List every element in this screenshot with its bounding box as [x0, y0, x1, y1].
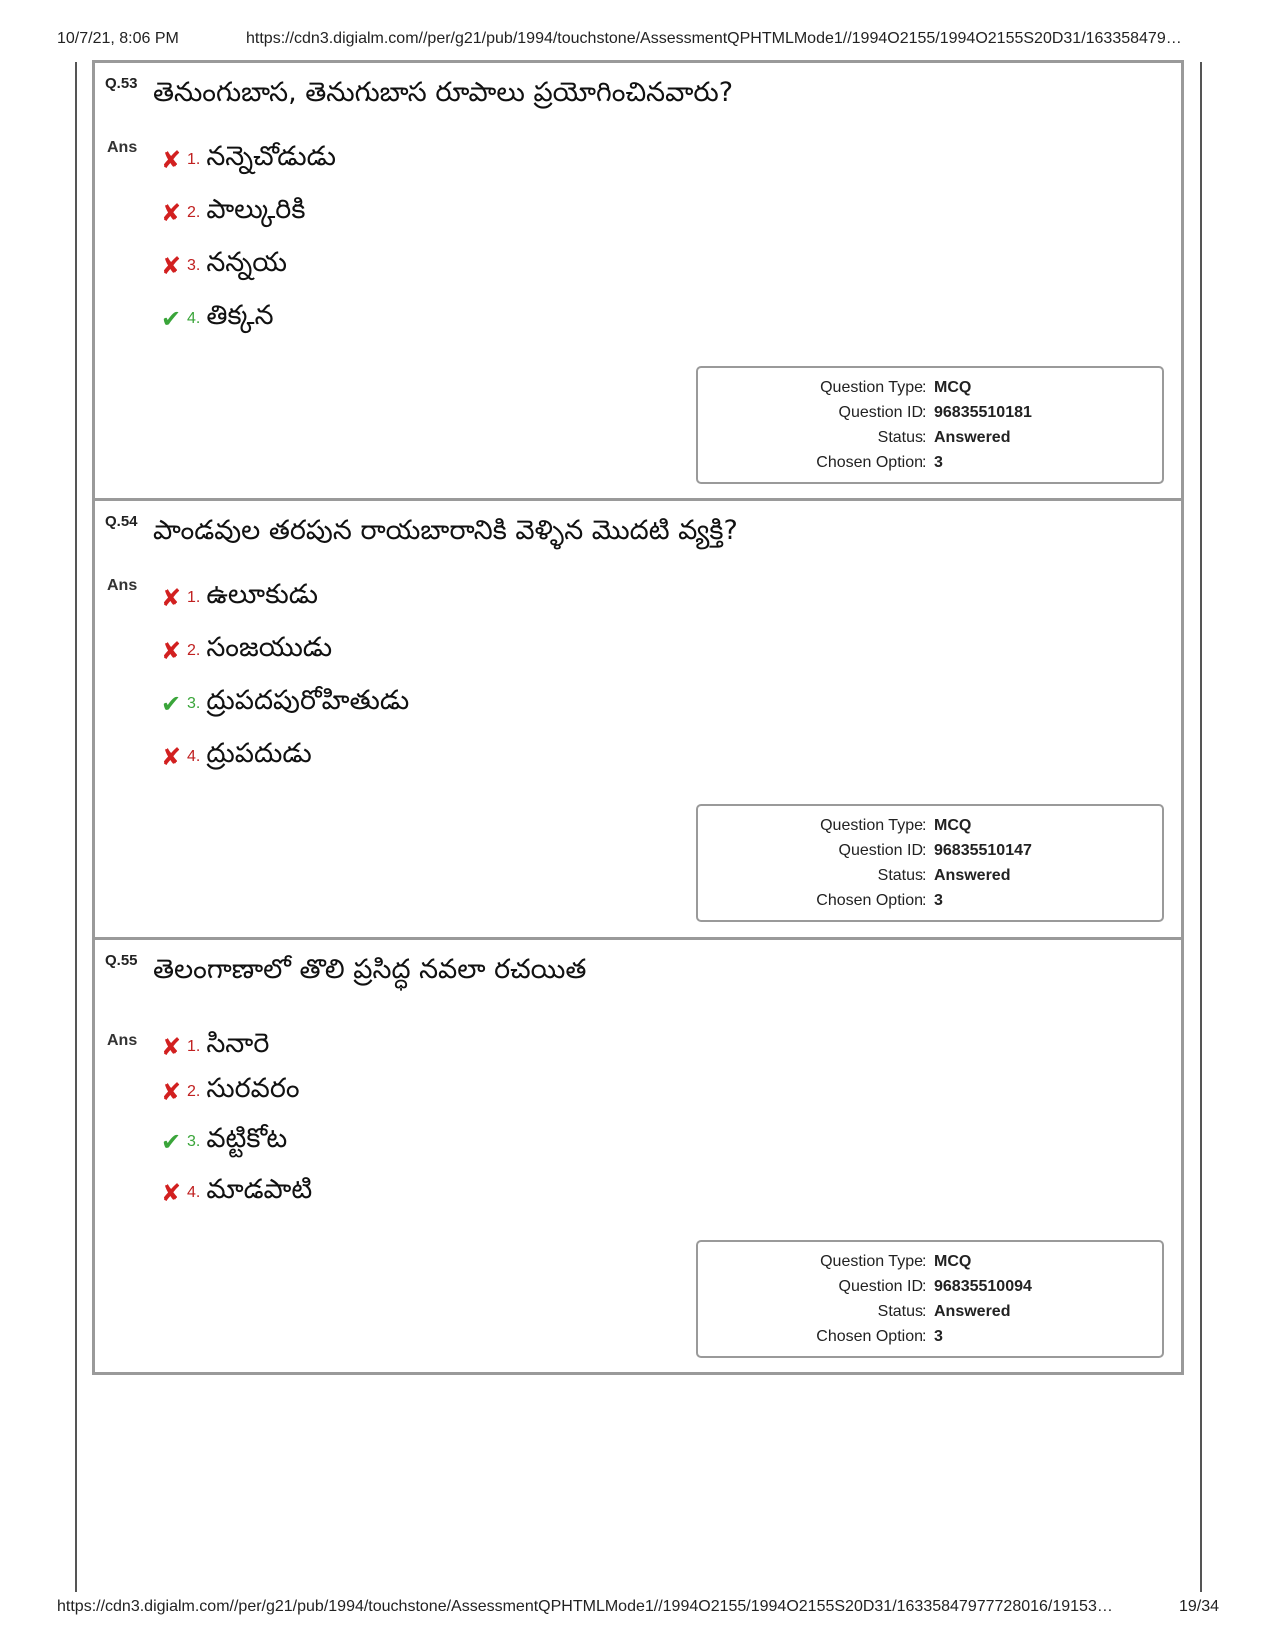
option-3	[161, 247, 287, 287]
chosen-option-label: Chosen Option	[816, 892, 923, 909]
question-text: తెనుంగుబాస, తెనుగుబాస రూపాలు ప్రయోగించినవారు?	[153, 77, 734, 108]
status-label: Status	[877, 1303, 923, 1320]
print-datetime: 10/7/21, 8:06 PM	[57, 30, 179, 47]
page-frame-right	[1200, 62, 1202, 1592]
question-id-value: 96835510147	[934, 842, 1032, 859]
option-1	[161, 579, 318, 619]
colon: :	[922, 404, 927, 421]
option-number: 4.	[187, 1184, 201, 1201]
colon: :	[922, 429, 927, 446]
status-value: Answered	[934, 867, 1011, 884]
question-type-value: MCQ	[934, 379, 972, 396]
option-text: సంజయుడు	[206, 632, 333, 663]
option-2	[161, 1073, 300, 1113]
ans-label: Ans	[107, 577, 138, 594]
option-text: సురవరం	[206, 1073, 300, 1104]
option-number: 1.	[187, 589, 201, 606]
chosen-option-value: 3	[934, 1328, 943, 1345]
colon: :	[922, 842, 927, 859]
option-number: 4.	[187, 748, 201, 765]
option-2	[161, 632, 332, 672]
ans-label: Ans	[107, 1032, 138, 1049]
question-id-value: 96835510181	[934, 404, 1032, 421]
page-number: 19/34	[1179, 1598, 1220, 1615]
check-icon: ✔	[161, 1128, 182, 1156]
question-type-label: Question Type	[820, 1253, 923, 1270]
chosen-option-label: Chosen Option	[816, 1328, 923, 1345]
colon: :	[922, 1328, 927, 1345]
option-text: నన్నెచోడుడు	[206, 141, 336, 172]
question-number: Q.53	[105, 75, 138, 92]
option-number: 2.	[187, 642, 201, 659]
option-number: 4.	[187, 310, 201, 327]
cross-icon: ✘	[161, 637, 182, 665]
check-icon: ✔	[161, 690, 182, 718]
colon: :	[922, 379, 927, 396]
print-header-url: https://cdn3.digialm.com//per/g21/pub/1994/touchstone/AssessmentQPHTMLMode1//1994O2155/1994O2155S20D31/163358479…	[246, 30, 1182, 47]
option-number: 3.	[187, 257, 201, 274]
cross-icon: ✘	[161, 584, 182, 612]
chosen-option-label: Chosen Option	[816, 454, 923, 471]
status-value: Answered	[934, 1303, 1011, 1320]
option-number: 2.	[187, 204, 201, 221]
option-text: తిక్కన	[206, 300, 274, 331]
option-4	[161, 738, 312, 778]
colon: :	[922, 867, 927, 884]
question-type-value: MCQ	[934, 1253, 972, 1270]
question-text: తెలంగాణాలో తొలి ప్రసిద్ధ నవలా రచయిత	[153, 954, 587, 985]
option-number: 1.	[187, 151, 201, 168]
question-id-label: Question ID	[838, 842, 923, 859]
status-value: Answered	[934, 429, 1011, 446]
option-text: సినారె	[206, 1028, 270, 1059]
question-number: Q.55	[105, 952, 138, 969]
option-3	[161, 685, 409, 725]
option-text: పాల్కురికి	[206, 194, 306, 225]
print-footer-url: https://cdn3.digialm.com//per/g21/pub/1994/touchstone/AssessmentQPHTMLMode1//1994O2155/1994O2155S20D31/16335847977728016/19153…	[57, 1598, 1113, 1615]
colon: :	[922, 454, 927, 471]
option-number: 3.	[187, 695, 201, 712]
colon: :	[922, 1303, 927, 1320]
question-type-label: Question Type	[820, 379, 923, 396]
print-header	[0, 30, 1275, 52]
option-3	[161, 1123, 287, 1163]
chosen-option-value: 3	[934, 892, 943, 909]
cross-icon: ✘	[161, 252, 182, 280]
cross-icon: ✘	[161, 1078, 182, 1106]
colon: :	[922, 892, 927, 909]
check-icon: ✔	[161, 305, 182, 333]
question-number: Q.54	[105, 513, 138, 530]
cross-icon: ✘	[161, 146, 182, 174]
option-number: 2.	[187, 1083, 201, 1100]
question-info-box	[696, 804, 1164, 922]
cross-icon: ✘	[161, 1179, 182, 1207]
question-text: పాండవుల తరపున రాయబారానికి వెళ్ళిన మొదటి వ్యక్తి?	[153, 515, 738, 546]
option-4	[161, 300, 274, 340]
question-card-54	[92, 498, 1184, 940]
cross-icon: ✘	[161, 1033, 182, 1061]
chosen-option-value: 3	[934, 454, 943, 471]
page-frame-left	[75, 62, 77, 1592]
status-label: Status	[877, 429, 923, 446]
question-id-value: 96835510094	[934, 1278, 1032, 1295]
question-card-55	[92, 937, 1184, 1375]
question-id-label: Question ID	[838, 1278, 923, 1295]
print-footer	[0, 1598, 1275, 1620]
option-text: వట్టికోట	[206, 1123, 288, 1154]
colon: :	[922, 817, 927, 834]
cross-icon: ✘	[161, 199, 182, 227]
question-info-box	[696, 1240, 1164, 1358]
status-label: Status	[877, 867, 923, 884]
ans-label: Ans	[107, 139, 138, 156]
option-1	[161, 141, 336, 181]
option-text: నన్నయ	[206, 247, 287, 278]
colon: :	[922, 1278, 927, 1295]
option-1	[161, 1028, 269, 1068]
option-2	[161, 194, 305, 234]
cross-icon: ✘	[161, 743, 182, 771]
option-text: ద్రుపదపురోహితుడు	[206, 685, 410, 716]
option-text: ఉలూకుడు	[206, 579, 319, 610]
question-info-box	[696, 366, 1164, 484]
option-text: మాడపాటి	[206, 1174, 313, 1205]
question-id-label: Question ID	[838, 404, 923, 421]
option-text: ద్రుపదుడు	[206, 738, 312, 769]
option-number: 1.	[187, 1038, 201, 1055]
question-type-value: MCQ	[934, 817, 972, 834]
option-4	[161, 1174, 312, 1214]
question-card-53	[92, 60, 1184, 502]
question-type-label: Question Type	[820, 817, 923, 834]
option-number: 3.	[187, 1133, 201, 1150]
colon: :	[922, 1253, 927, 1270]
